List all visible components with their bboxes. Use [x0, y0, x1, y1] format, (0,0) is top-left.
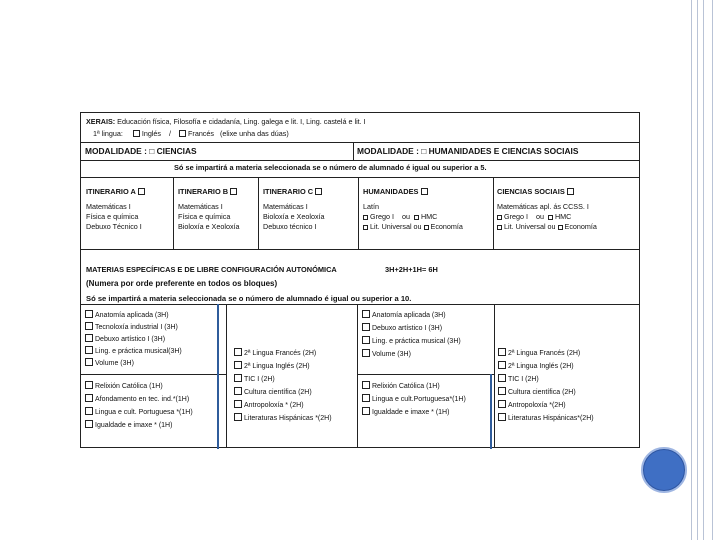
divider	[173, 177, 174, 249]
itinerario-c-checkbox[interactable]	[315, 188, 322, 195]
option-ling-practica-musical[interactable]: Ling. e práctica musical(3H)	[85, 346, 182, 356]
option-2-lingua-frances[interactable]: 2ª Lingua Francés (2H)	[234, 348, 316, 358]
checkbox[interactable]	[234, 400, 242, 408]
decorative-line	[703, 0, 704, 540]
especificas-title: MATERIAS ESPECÍFICAS E DE LIBRE CONFIGURACIÓN AUTONÓMICA	[86, 265, 337, 274]
checkbox[interactable]	[362, 407, 370, 415]
option-anatomia-aplicada[interactable]: Anatomía aplicada (3H)	[362, 310, 446, 320]
checkbox[interactable]	[234, 374, 242, 382]
option-volume[interactable]: Volume (3H)	[362, 349, 411, 359]
option-relixion-catolica[interactable]: Relixión Católica (1H)	[85, 381, 163, 391]
grego-checkbox[interactable]	[497, 215, 502, 220]
divider	[81, 249, 639, 250]
option-2-lingua-ingles[interactable]: 2ª Lingua Inglés (2H)	[498, 361, 574, 371]
economia-checkbox[interactable]	[558, 225, 563, 230]
especificas-hours: 3H+2H+1H= 6H	[385, 265, 438, 274]
option-literaturas-hispanicas[interactable]: Literaturas Hispánicas*(2H)	[498, 413, 594, 423]
economia-checkbox[interactable]	[424, 225, 429, 230]
modality-threshold-note: Só se impartirá a materia seleccionada se o número de alumnado é igual ou superior a 5.	[174, 163, 487, 172]
hmc-checkbox[interactable]	[548, 215, 553, 220]
option-cultura-cientifica[interactable]: Cultura científica (2H)	[234, 387, 312, 397]
option-ling-practica-musical[interactable]: Ling. e práctica musical (3H)	[362, 336, 461, 346]
option-anatomia-aplicada[interactable]: Anatomía aplicada (3H)	[85, 310, 169, 320]
modalidade-ciencias[interactable]: MODALIDADE : □ CIENCIAS	[85, 146, 197, 156]
option-antropoloxia[interactable]: Antropoloxía *(2H)	[498, 400, 566, 410]
option-2-lingua-ingles[interactable]: 2ª Lingua Inglés (2H)	[234, 361, 310, 371]
checkbox[interactable]	[362, 310, 370, 318]
divider	[81, 177, 639, 178]
checkbox[interactable]	[85, 346, 93, 354]
decorative-line	[697, 0, 698, 540]
checkbox[interactable]	[498, 413, 506, 421]
itinerario-b-checkbox[interactable]	[230, 188, 237, 195]
decorative-line	[712, 0, 713, 540]
ingles-checkbox[interactable]	[133, 130, 140, 137]
first-language-line: 1ª lingua: Inglés / Francés (elixe unha das dúas)	[93, 129, 289, 138]
option-cultura-cientifica[interactable]: Cultura científica (2H)	[498, 387, 576, 397]
checkbox[interactable]	[362, 394, 370, 402]
lit-universal-checkbox[interactable]	[363, 225, 368, 230]
option-relixion-catolica[interactable]: Relixión Católica (1H)	[362, 381, 440, 391]
checkbox[interactable]	[498, 374, 506, 382]
checkbox[interactable]	[85, 310, 93, 318]
option-afondamento-tec-ind[interactable]: Afondamento en tec. ind.*(1H)	[85, 394, 189, 404]
modalidade-humanidades[interactable]: MODALIDADE : □ HUMANIDADES E CIENCIAS SOCIAIS	[357, 146, 579, 156]
divider	[81, 160, 639, 161]
option-volume[interactable]: Volume (3H)	[85, 358, 134, 368]
option-debuxo-artistico[interactable]: Debuxo artístico I (3H)	[362, 323, 442, 333]
checkbox[interactable]	[85, 322, 93, 330]
divider	[493, 177, 494, 249]
itinerario-a[interactable]: ITINERARIO A Matemáticas I Física e química Debuxo Técnico I	[86, 188, 147, 233]
ciencias-sociais-option[interactable]: CIENCIAS SOCIAIS Matemáticas apl. ás CCSS. I Grego I ou HMC Lit. Universal ou Economía	[497, 187, 597, 231]
checkbox[interactable]	[234, 361, 242, 369]
divider	[81, 142, 639, 143]
order-note: (Numera por orde preferente en todos os bloques)	[86, 279, 278, 288]
checkbox[interactable]	[362, 323, 370, 331]
decorative-line	[691, 0, 692, 540]
decorative-circle	[641, 447, 687, 493]
grego-checkbox[interactable]	[363, 215, 368, 220]
checkbox[interactable]	[234, 413, 242, 421]
humanidades-option[interactable]: HUMANIDADES Latín Grego I ou HMC Lit. Universal ou Economía	[363, 187, 463, 231]
checkbox[interactable]	[85, 394, 93, 402]
itinerario-a-checkbox[interactable]	[138, 188, 145, 195]
option-debuxo-artistico[interactable]: Debuxo artístico I (3H)	[85, 334, 165, 344]
checkbox[interactable]	[85, 407, 93, 415]
option-lingua-cult-portuguesa[interactable]: Lingua e cult.Portuguesa*(1H)	[362, 394, 466, 404]
checkbox[interactable]	[85, 334, 93, 342]
checkbox[interactable]	[234, 387, 242, 395]
checkbox[interactable]	[362, 336, 370, 344]
lit-universal-checkbox[interactable]	[497, 225, 502, 230]
itinerario-b[interactable]: ITINERARIO B Matemáticas I Física e química Bioloxía e Xeoloxía	[178, 187, 240, 231]
column-marker	[490, 374, 492, 449]
option-literaturas-hispanicas[interactable]: Literaturas Hispánicas *(2H)	[234, 413, 332, 423]
divider	[494, 304, 495, 448]
hmc-checkbox[interactable]	[414, 215, 419, 220]
option-2-lingua-frances[interactable]: 2ª Lingua Francés (2H)	[498, 348, 580, 358]
subject-selection-form	[80, 112, 640, 448]
option-igualdade-imaxe[interactable]: Igualdade e imaxe * (1H)	[362, 407, 449, 417]
frances-checkbox[interactable]	[179, 130, 186, 137]
option-tic[interactable]: TIC I (2H)	[234, 374, 275, 384]
divider	[353, 142, 354, 160]
divider	[226, 304, 227, 448]
checkbox[interactable]	[498, 387, 506, 395]
specific-threshold-note: Só se impartirá a materia seleccionada se o número de alumnado é igual ou superior a 10.	[86, 294, 412, 303]
checkbox[interactable]	[85, 381, 93, 389]
option-igualdade-imaxe[interactable]: Igualdade e imaxe * (1H)	[85, 420, 172, 430]
option-tecnoloxia-industrial[interactable]: Tecnoloxía industrial I (3H)	[85, 322, 178, 332]
ciencias-sociais-checkbox[interactable]	[567, 188, 574, 195]
divider	[258, 177, 259, 249]
column-marker	[217, 304, 219, 449]
option-antropoloxia[interactable]: Antropoloxía * (2H)	[234, 400, 304, 410]
checkbox[interactable]	[85, 358, 93, 366]
itinerario-c[interactable]: ITINERARIO C Matemáticas I Bioloxía e Xeoloxía Debuxo técnico I	[263, 187, 325, 231]
general-subjects-line: XERAIS: Educación física, Filosofía e cidadanía, Ling. galega e lit. I, Ling. castelá e lit. I	[86, 117, 366, 126]
checkbox[interactable]	[234, 348, 242, 356]
divider	[81, 304, 639, 305]
divider	[357, 374, 494, 375]
humanidades-checkbox[interactable]	[421, 188, 428, 195]
checkbox[interactable]	[498, 400, 506, 408]
checkbox[interactable]	[498, 348, 506, 356]
checkbox[interactable]	[498, 361, 506, 369]
checkbox[interactable]	[362, 381, 370, 389]
checkbox[interactable]	[85, 420, 93, 428]
divider	[357, 304, 358, 448]
divider	[81, 374, 227, 375]
option-tic[interactable]: TIC I (2H)	[498, 374, 539, 384]
option-lingua-cult-portuguesa[interactable]: Lingua e cult. Portuguesa *(1H)	[85, 407, 193, 417]
checkbox[interactable]	[362, 349, 370, 357]
divider	[358, 177, 359, 249]
